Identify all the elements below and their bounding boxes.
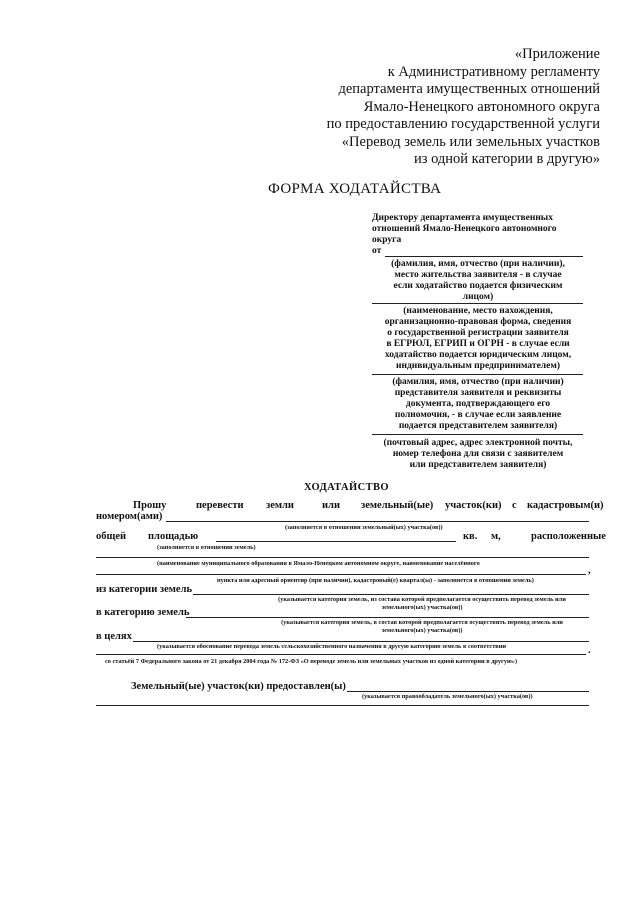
appendix-line: «Перевод земель или земельных участков xyxy=(341,133,600,150)
locality-field[interactable] xyxy=(96,574,586,575)
hint-municipality: (наименование муниципального образования в Ямало-Ненецком автономном округе, наименование населённого xyxy=(157,560,480,567)
cadastral-label: номером(ами) xyxy=(96,511,163,522)
to-category-label: в категорию земель xyxy=(96,607,190,618)
applicant-legal-field[interactable] xyxy=(372,303,583,304)
hint-to-category: (указывается категория земель, в состав которой предполагается осуществить перевод земель или земельного(ых) участка(ов)) xyxy=(281,619,563,634)
appendix-line: «Приложение xyxy=(514,46,600,62)
purpose-field-continued[interactable] xyxy=(96,654,586,655)
hint-representative: (фамилия, имя, отчество (при наличии) представителя заявителя и реквизиты документа, подтверждающего его полномочия, - в случае если заявление подается представителем заявителя) xyxy=(392,377,564,431)
period: . xyxy=(588,645,591,656)
petition-title: ХОДАТАЙСТВО xyxy=(304,482,389,493)
municipality-field[interactable] xyxy=(96,557,589,558)
addressee-line: Директору департамента имущественных xyxy=(372,213,553,223)
cadastral-number-field[interactable] xyxy=(166,521,589,522)
petition-word: земельный(ые) xyxy=(361,500,434,511)
petition-word: или xyxy=(322,500,340,511)
area-label: площадью xyxy=(148,531,199,542)
hint-area: (заполняется в отношении земель) xyxy=(157,544,256,551)
hint-cadastral: (заполняется в отношении земельный(ых) участка(ов)) xyxy=(285,524,443,531)
appendix-header xyxy=(240,46,600,169)
representative-field[interactable] xyxy=(372,374,583,375)
purpose-field[interactable] xyxy=(133,641,589,642)
granted-field[interactable] xyxy=(347,691,589,692)
petition-word: Прошу xyxy=(133,500,167,511)
comma: , xyxy=(588,565,591,576)
to-category-field[interactable] xyxy=(186,617,589,618)
petition-word: земли xyxy=(266,500,294,511)
appendix-line: по предоставлению государственной услуги xyxy=(326,116,600,132)
purpose-label: в целях xyxy=(96,631,132,642)
hint-legal: (наименование, место нахождения, организационно-правовая форма, сведения о государственной регистрации заявителя в ЕГРЮЛ, ЕГРИП и ОГРН - в случае если ходатайство подается юридическим лицом, индивидуальным предпринимателем) xyxy=(384,306,572,371)
addressee-line: отношений Ямало-Ненецкого автономного xyxy=(372,224,557,234)
petition-word: с xyxy=(512,500,517,511)
located-label: расположенные xyxy=(531,531,606,542)
hint-granted: (указывается правообладатель земельного(ых) участка(ов)) xyxy=(362,693,533,700)
unit-m: м, xyxy=(491,531,501,542)
granted-field-continued[interactable] xyxy=(96,705,589,706)
contacts-field[interactable] xyxy=(372,434,583,435)
hint-from-category: (указывается категория земель, из состава которой предполагается осуществить перевод земель или земельного(ых) участка(ов)) xyxy=(278,596,566,611)
appendix-line: департамента имущественных отношений xyxy=(338,81,600,97)
from-category-field[interactable] xyxy=(193,594,589,595)
hint-law: со статьёй 7 Федерального закона от 21 декабря 2004 года № 172-ФЗ «О переводе земель или земельных участков из одной категории в другую») xyxy=(105,658,518,665)
appendix-line: к Административному регламенту xyxy=(387,63,600,80)
area-field[interactable] xyxy=(216,541,456,542)
from-label: от xyxy=(372,246,382,256)
applicant-name-field[interactable] xyxy=(385,256,583,257)
hint-contacts: (почтовый адрес, адрес электронной почты, номер телефона для связи с заявителем или представителем заявителя) xyxy=(383,438,573,470)
hint-locality: пункта или адресный ориентир (при наличии), кадастровый(е) квартал(ы) - заполняется в отношении земель) xyxy=(217,577,534,584)
from-category-label: из категории земель xyxy=(96,584,193,595)
appendix-line: Ямало-Ненецкого автономного округа xyxy=(363,98,600,115)
granted-label: Земельный(ые) участок(ки) предоставлен(ы) xyxy=(131,681,346,692)
hint-purpose: (указывается обоснование перевода земель сельскохозяйственного назначения в другую категорию земель в соответствии xyxy=(157,643,506,650)
hint-individual: (фамилия, имя, отчество (при наличии), место жительства заявителя - в случае если ходатайство подается физическим лицом) xyxy=(391,259,565,302)
petition-word: перевести xyxy=(196,500,244,511)
appendix-line: из одной категории в другую» xyxy=(413,151,600,167)
area-label-general: общей xyxy=(96,531,127,542)
addressee-line: округа xyxy=(372,235,402,245)
unit-kv: кв. xyxy=(463,531,478,542)
form-title: ФОРМА ХОДАТАЙСТВА xyxy=(268,181,442,197)
petition-word: участок(ки) xyxy=(445,500,502,511)
petition-word: кадастровым(и) xyxy=(527,500,604,511)
